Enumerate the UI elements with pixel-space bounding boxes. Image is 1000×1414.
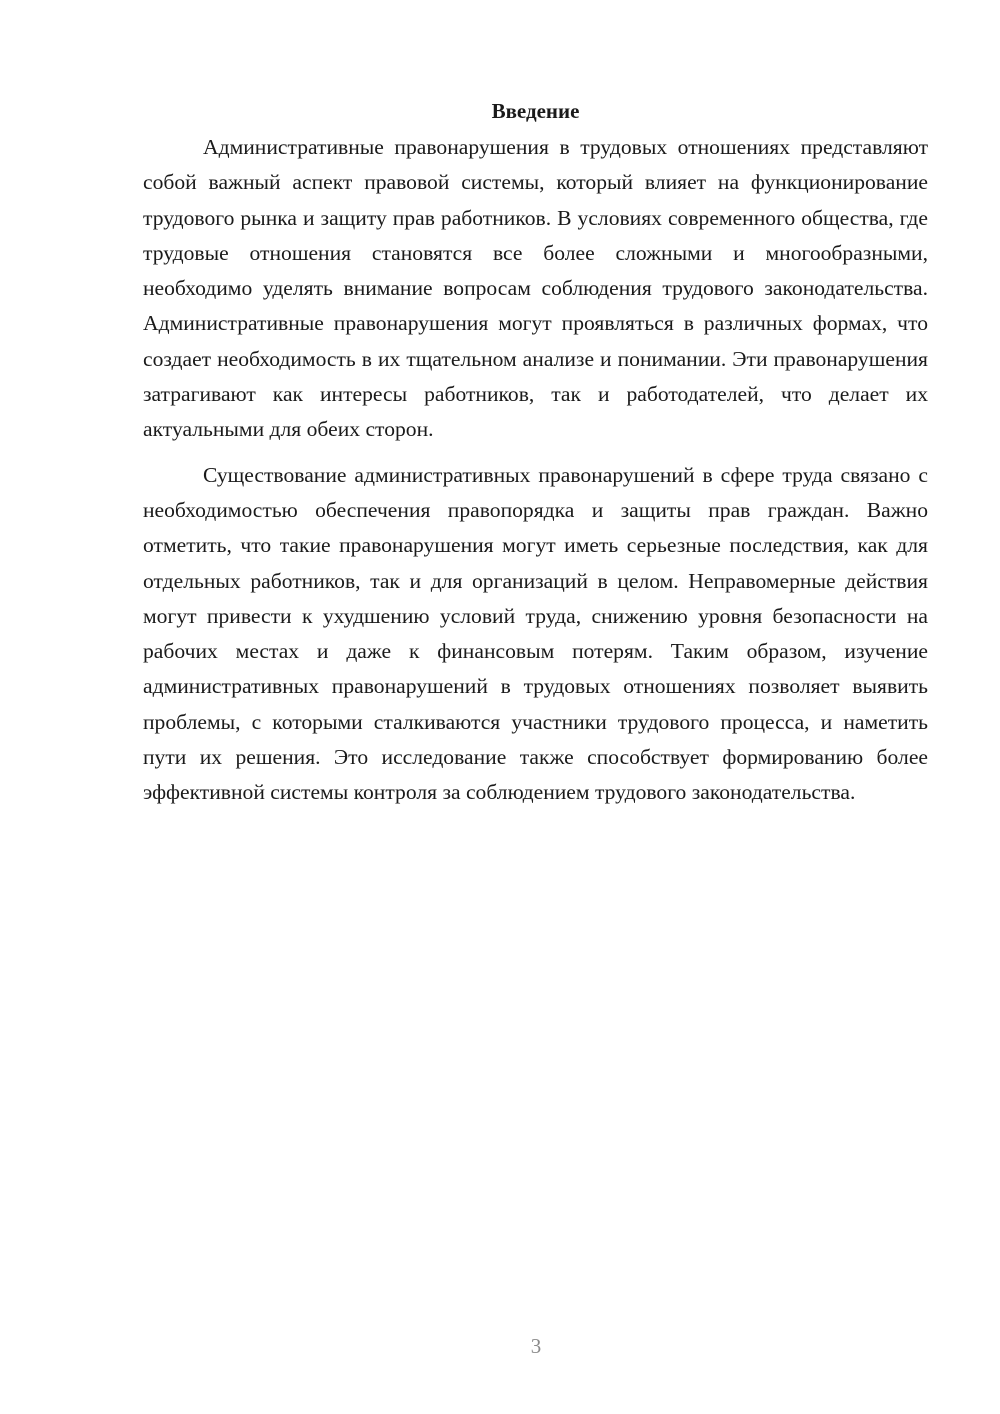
page-content (143, 96, 928, 811)
section-heading: Введение (491, 99, 580, 123)
page-number: 3 (530, 1334, 542, 1358)
paragraph-1: Административные правонарушения в трудовых отношениях представляют собой важный аспект правовой системы, который влияет на функционирование трудового рынка и защиту прав работников. В условиях современного общества, где трудовые отношения становятся все более сложными и многообразными, необходимо уделять внимание вопросам соблюдения трудового законодательства. Административные правонарушения могут проявляться в различных формах, что создает необходимость в их тщательном анализе и понимании. Эти правонарушения затрагивают как интересы работников, так и работодателей, что делает их актуальными для обеих сторон. (143, 135, 928, 442)
paragraph-2: Существование административных правонарушений в сфере труда связано с необходимостью обеспечения правопорядка и защиты прав граждан. Важно отметить, что такие правонарушения могут иметь серьезные последствия, как для отдельных работников, так и для организаций в целом. Неправомерные действия могут привести к ухудшению условий труда, снижению уровня безопасности на рабочих местах и даже к финансовым потерям. Таким образом, изучение административных правонарушений в трудовых отношениях позволяет выявить проблемы, с которыми сталкиваются участники трудового процесса, и наметить пути их решения. Это исследование также способствует формированию более эффективной системы контроля за соблюдением трудового законодательства. (143, 462, 928, 805)
